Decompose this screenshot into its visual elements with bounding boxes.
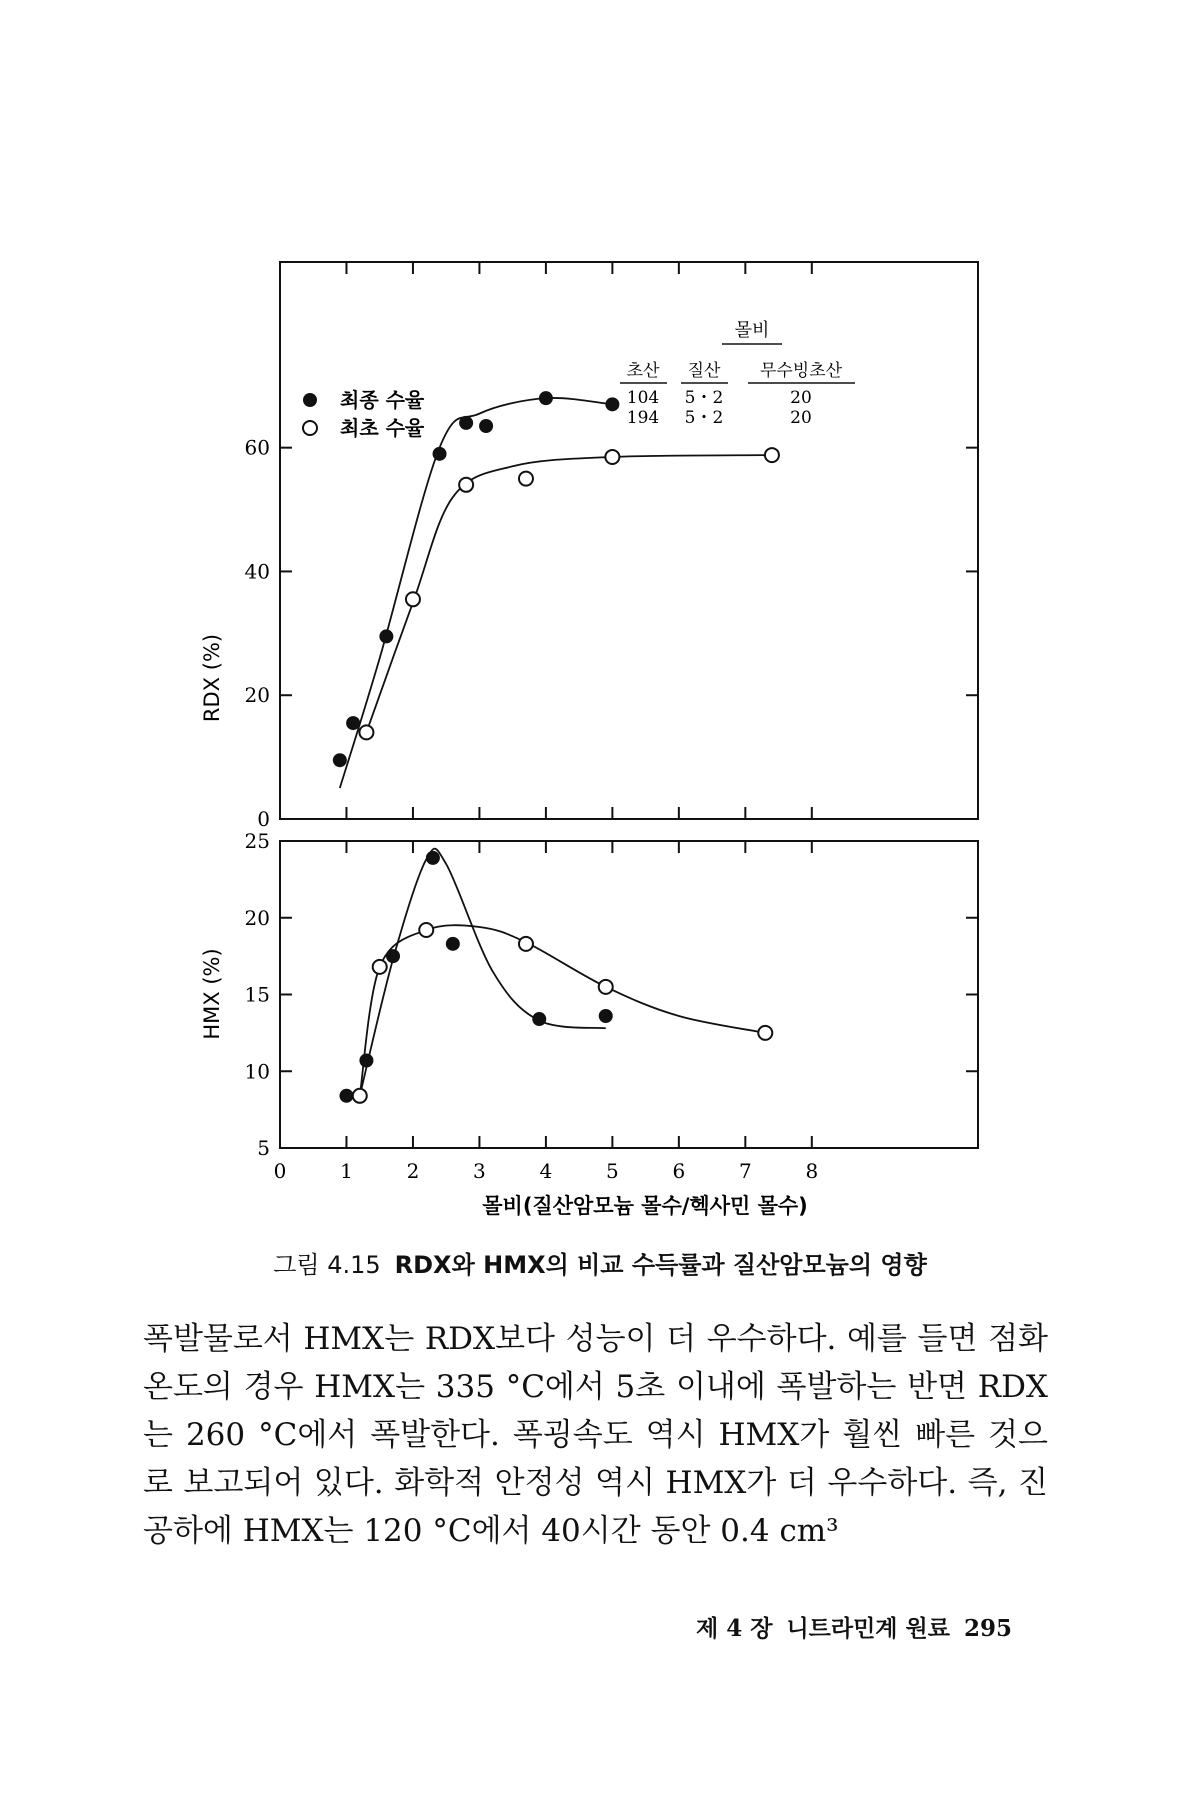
x-tick-label: 0 [273,1159,287,1183]
table-cell: 20 [790,408,812,428]
final-yield-point [479,419,493,433]
final-yield-point [532,1012,546,1026]
hmx-curves [360,849,766,1096]
hmx-axis-label: HMX (%) [200,948,224,1040]
x-axis-label: 몰비(질산암모늄 몰수/헥사민 몰수) [482,1194,808,1218]
footer-chapter: 제 4 장 [695,1615,773,1642]
final-yield-point [339,1089,353,1103]
legend-filled-marker [303,393,317,407]
x-tick-label: 2 [406,1159,420,1183]
initial-yield-point [353,1089,367,1103]
rdx-points [333,391,779,767]
y-tick-label: 40 [244,559,270,584]
final-yield-point [433,447,447,461]
initial-yield-point [599,980,613,994]
initial-yield-point [419,923,433,937]
x-tick-label: 1 [340,1159,353,1183]
body-paragraph: 폭발물로서 HMX는 RDX보다 성능이 더 우수하다. 예를 들면 점화온도의 경우 HMX는 335 °C에서 5초 이내에 폭발하는 반면 RDX는 260 °C에서 폭발한다. 폭굉속도 역시 HMX가 훨씬 빠른 것으로 보고되어 있다. 화학적 안정성 역시 HMX가 더 우수하다. 즉, 진공하에 HMX는 120 °C에서 40시간 동안 0.4 cm³ [143,1321,1048,1549]
table-cell: 5・2 [684,388,724,408]
rdx-ytick-labels [245,436,270,831]
final-yield-curve [360,849,606,1096]
hmx-ytick-labels [245,829,270,1160]
final-yield-point [539,391,553,405]
table-cell: 5・2 [684,408,724,428]
final-yield-point [359,1054,373,1068]
y-tick-label: 10 [244,1059,270,1084]
hmx-xtick-labels [274,1159,819,1183]
x-tick-label: 3 [473,1159,486,1183]
y-tick-label: 20 [244,905,270,930]
initial-yield-curve [360,925,766,1096]
y-tick-label: 20 [244,683,270,708]
initial-yield-point [519,937,533,951]
final-yield-point [386,949,400,963]
initial-yield-point [605,450,619,464]
hmx-points [339,851,772,1103]
page-footer [682,1610,1012,1643]
legend-filled-label: 최종 수율 [340,388,425,412]
x-tick-label: 5 [606,1159,619,1183]
y-tick-label: 60 [244,435,270,460]
initial-yield-point [459,478,473,492]
y-tick-label: 5 [257,1136,270,1160]
table-col-header-nitric-acid: 질산 [687,361,721,381]
table-cell: 194 [626,408,660,428]
rdx-ticks [280,262,978,819]
molar-ratio-table [620,320,855,428]
y-tick-label: 0 [257,807,270,831]
final-yield-point [605,397,619,411]
final-yield-point [459,416,473,430]
initial-yield-point [765,448,779,462]
rdx-plot-frame [280,262,978,819]
y-tick-label: 15 [244,982,270,1007]
legend-open-marker [303,421,317,435]
rdx-axis-label: RDX (%) [200,633,224,723]
legend-open-label: 최초 수율 [340,416,425,440]
x-tick-label: 4 [539,1159,553,1183]
table-group-header: 몰비 [734,320,770,341]
initial-yield-point [758,1026,772,1040]
x-tick-label: 6 [672,1159,686,1183]
x-tick-label: 8 [805,1159,819,1183]
final-yield-curve [340,398,613,788]
footer-page-number: 295 [963,1615,1012,1642]
figure-caption-text: RDX와 HMX의 비교 수득률과 질산암모늄의 영향 [394,1251,927,1279]
table-cell: 20 [790,388,812,408]
footer-chapter-title: 니트라민계 원료 [786,1615,950,1642]
table-col-header-acetic-acid: 초산 [626,361,660,381]
final-yield-point [599,1009,613,1023]
figure-caption-number: 그림 4.15 [273,1251,381,1279]
table-col-header-acetic-anhydride: 무수빙초산 [759,361,843,381]
final-yield-point [333,753,347,767]
initial-yield-point [406,592,420,606]
y-tick-label: 25 [244,829,270,853]
rdx-curves [340,398,772,788]
initial-yield-point [373,960,387,974]
initial-yield-point [519,472,533,486]
legend [303,388,425,440]
x-tick-label: 7 [738,1159,752,1183]
final-yield-point [379,629,393,643]
final-yield-point [346,716,360,730]
final-yield-point [446,937,460,951]
initial-yield-curve [366,455,772,732]
final-yield-point [426,851,440,865]
table-cell: 104 [626,388,660,408]
initial-yield-point [359,725,373,739]
figure-caption [0,1245,1200,1280]
